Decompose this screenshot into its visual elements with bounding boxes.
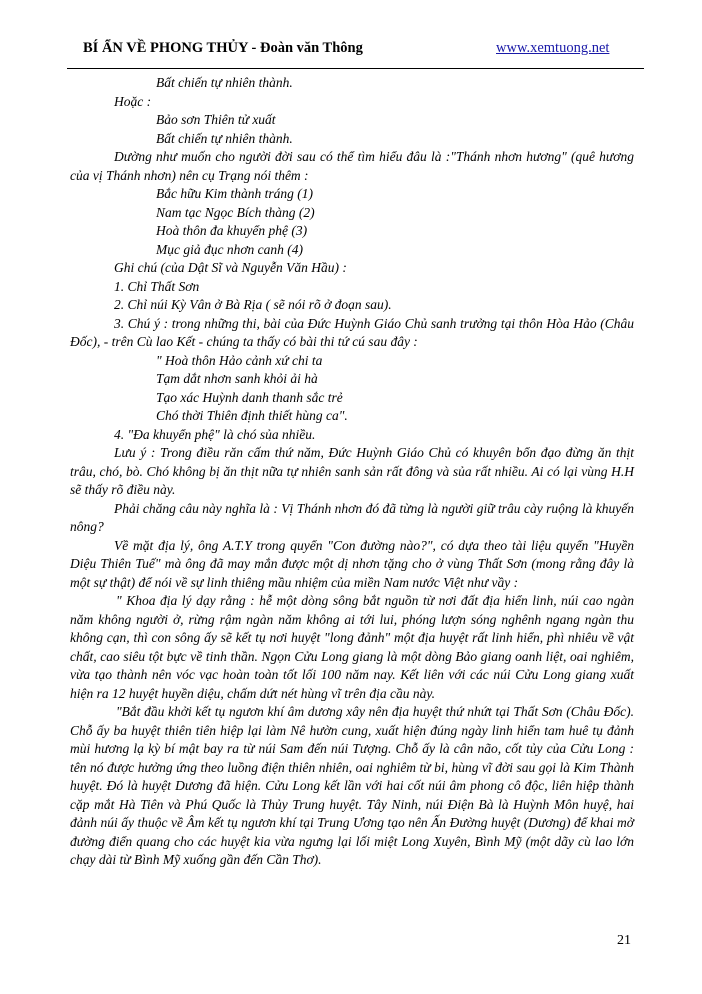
header-url-link[interactable]: www.xemtuong.net (496, 40, 610, 56)
verse-line: " Hoà thôn Hảo cảnh xứ chi ta (156, 352, 323, 368)
header-title: BÍ ẨN VỀ PHONG THỦY - Đoàn văn Thông (83, 40, 363, 56)
paragraph: Về mặt địa lý, ông A.T.Y trong quyển "Con đường nào?", có dựa theo tài liệu quyển "Huyền Diệu Thiên Tuế" mà ông đã may mắn được một dị nhơn tặng cho ở vùng Thất Sơn (mong rằng đây là một sự thật) để nói về sự linh thiêng mầu nhiệm của miền Nam nước Việt như vầy : (70, 537, 634, 590)
verse-line: Hoà thôn đa khuyển phệ (3) (156, 223, 308, 238)
paragraph: " Khoa địa lý dạy rằng : hễ một dòng sông bắt nguồn từ nơi đất địa hiển linh, núi cao ngàn năm không người ở, rừng rậm ngàn năm không ai tới lui, phóng lượn sóng nghênh ngang ngàn thu không cạn, thì con sông ấy sẽ kết tụ nơi huyệt "long đảnh" một địa huyệt rất linh hiển, phì nhiêu về vật chất, cao siêu tột bực về tinh thần. Ngọn Cửu Long giang là một dòng Bảo giang oanh liệt, oai nghiêm, vừa tạo thành nên vóc vạc hoàn toàn tốt lối 100 năm nay. Kết liên với các núi Cửu Long giang xuất hiện ra 12 huyệt huyền diệu, chấm dứt nét hùng vĩ trên địa cầu này. (70, 593, 634, 701)
document-body (70, 74, 634, 870)
paragraph: "Bắt đầu khởi kết tụ ngươn khí âm dương xây nên địa huyệt thứ nhứt tại Thất Sơn (Châu Đốc). Chỗ ấy ba huyệt thiên tiên hiệp lại làm Nê hườn cung, xuất hiện đúng ngày linh hiển tam huê tụ đảnh mùi hương lạ kỳ bí mật bay ra từ núi Sam đến núi Tượng. Chỗ ấy là cân não, cốt tủy của Cửu Long : tên nó được hưởng ứng theo luồng điện thiên nhiên, oai nghiêm từ bi, hùng vĩ đời sau gọi là Kim Thành huyệt. Đó là huyệt Dương đã hiện. Cửu Long kết lần với hai cốt núi âm phong cô độc, liên hiệp thành cặp mắt Hà Tiên và Phú Quốc là Thủy Trung huyệt. Tây Ninh, núi Điện Bà là Huỳnh Môn huyệ, hai đảnh núi ấy thuộc về Âm kết tụ ngươn khí tại Trung Ương tạo nên Ấn Đường huyệt (Dương) để khai mở đường điển quang cho các huyệt kia vừa ngưng lại lối miệt Long Xuyên, Bình Mỹ (một dãy cù lao lớn chạy dài từ Bình Mỹ xuống gần đến Cần Thơ). (70, 704, 634, 867)
header-divider (67, 68, 644, 69)
note-heading: Ghi chú (của Dật Sĩ và Nguyễn Văn Hầu) : (114, 260, 347, 275)
verse-line: Chó thời Thiên định thiết hùng ca". (156, 408, 348, 423)
verse-line: Bảo sơn Thiên tử xuất (156, 112, 276, 127)
paragraph: Phải chăng câu này nghĩa là : Vị Thánh nhơn đó đã từng là người giữ trâu cày ruộng là khuyến nông? (70, 500, 634, 534)
paragraph: 3. Chú ý : trong những thi, bài của Đức Huỳnh Giáo Chủ sanh trưởng tại thôn Hòa Hảo (Châu Đốc), - trên Cù lao Kết - chúng ta thấy có bài thi tứ cú sau đây : (70, 315, 634, 349)
paragraph: Lưu ý : Trong điều răn cấm thứ năm, Đức Huỳnh Giáo Chủ có khuyên bổn đạo đừng ăn thịt trâu, chó, bò. Chó không bị ăn thịt nữa tự nhiên sanh sản rất đông và sủa rất nhiều. Ai có lại vùng H.H sẽ thấy rõ điều này. (70, 445, 634, 497)
verse-line: Bắc hữu Kim thành tráng (1) (156, 186, 313, 201)
verse-line: Bất chiến tự nhiên thành. (156, 75, 293, 90)
text-line: Hoặc : (114, 93, 152, 109)
note-item: 1. Chỉ Thất Sơn (114, 278, 200, 294)
note-item: 4. "Đa khuyển phệ" là chó sủa nhiều. (114, 426, 316, 442)
verse-line: Nam tạc Ngọc Bích thàng (2) (156, 204, 315, 220)
page-number: 21 (617, 933, 631, 948)
note-item: 2. Chỉ núi Kỳ Vân ở Bà Rịa ( sẽ nói rõ ở đoạn sau). (114, 297, 392, 312)
verse-line: Tạm dắt nhơn sanh khỏi ải hà (156, 371, 318, 386)
verse-line: Mục giả đục nhơn canh (4) (156, 241, 304, 257)
paragraph: Dường như muốn cho người đời sau có thể tìm hiểu đâu là :"Thánh nhơn hương" (quê hương của vị Thánh nhơn) nên cụ Trạng nói thêm : (70, 149, 634, 183)
verse-line: Tạo xác Huỳnh danh thanh sắc trẻ (156, 389, 343, 405)
verse-line: Bất chiến tự nhiên thành. (156, 130, 293, 146)
